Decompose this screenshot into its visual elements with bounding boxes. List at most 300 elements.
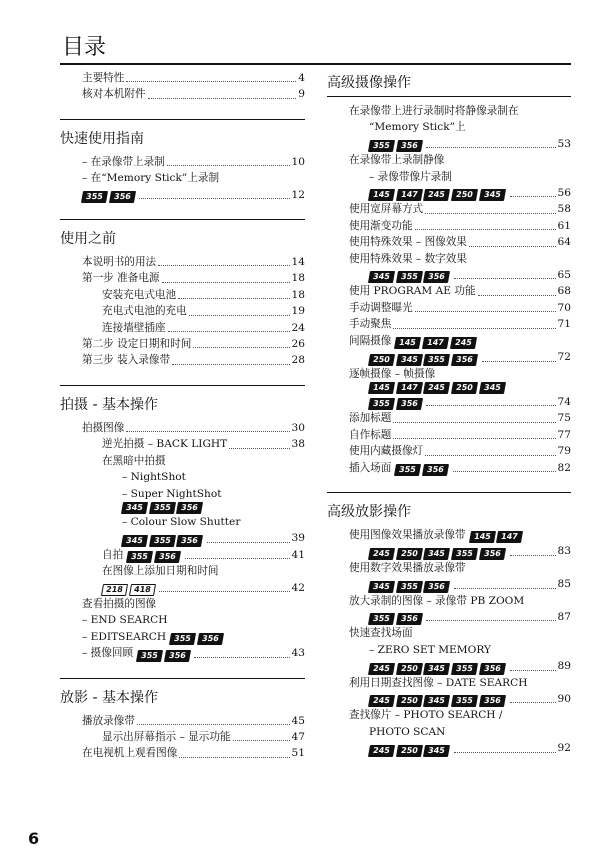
toc-entry[interactable] xyxy=(327,460,571,476)
model-badge: 356 xyxy=(479,548,506,560)
entry-page: 79 xyxy=(557,445,571,458)
entry-page: 12 xyxy=(291,188,305,201)
model-badge: 345 xyxy=(423,663,450,675)
entry-page: 77 xyxy=(557,428,571,441)
model-badge: 245 xyxy=(450,337,477,349)
leader-dots xyxy=(162,282,290,283)
toc-entry xyxy=(327,527,571,543)
model-badge: 147 xyxy=(396,382,423,394)
leader-dots xyxy=(168,331,290,332)
leader-dots xyxy=(179,757,289,758)
entry-page: 19 xyxy=(291,305,305,318)
entry-title: – NightShot xyxy=(122,471,186,484)
toc-entry[interactable] xyxy=(60,70,305,86)
leader-dots xyxy=(393,422,555,423)
leader-dots xyxy=(425,213,555,214)
entry-page: 45 xyxy=(291,714,305,727)
model-badge: 145 xyxy=(368,382,395,394)
section-heading: 拍摄 - 基本操作 xyxy=(60,385,305,414)
model-badge: 245 xyxy=(423,189,450,201)
entry-page: 64 xyxy=(557,236,571,249)
toc-section xyxy=(60,70,305,103)
model-badge: 345 xyxy=(423,695,450,707)
entry-page: 92 xyxy=(557,742,571,755)
model-badge: 218 xyxy=(101,584,128,596)
model-badges xyxy=(127,551,182,563)
model-badge: 355 xyxy=(451,695,478,707)
entry-page: 43 xyxy=(291,647,305,660)
toc-entry[interactable] xyxy=(60,420,305,436)
leader-dots xyxy=(426,405,555,406)
entry-title: 利用日期查找图像 – DATE SEARCH xyxy=(349,676,528,689)
leader-dots xyxy=(185,558,290,559)
model-badge: 345 xyxy=(479,189,506,201)
toc-section xyxy=(60,103,305,203)
toc-entry xyxy=(327,333,571,349)
model-badges xyxy=(369,613,424,625)
model-badge: 355 xyxy=(368,398,395,410)
entry-title: 间隔摄像 xyxy=(349,334,392,347)
model-badges xyxy=(369,354,480,366)
toc-entry[interactable] xyxy=(60,86,305,102)
page-title: 目录 xyxy=(62,35,107,60)
leader-dots xyxy=(453,471,556,472)
leader-dots xyxy=(469,246,556,247)
model-badges xyxy=(369,663,508,675)
toc-entry[interactable] xyxy=(327,443,571,459)
model-badge: 356 xyxy=(479,695,506,707)
toc-entry[interactable] xyxy=(60,187,305,203)
entry-page: 39 xyxy=(291,532,305,545)
entry-title: 使用图像效果播放录像带 xyxy=(349,528,466,541)
model-badges xyxy=(170,633,225,645)
toc-entry xyxy=(327,560,571,576)
toc-entry[interactable] xyxy=(60,436,305,452)
toc-entry xyxy=(327,642,571,658)
toc-entry[interactable] xyxy=(60,580,305,596)
entry-title: 连接墙壁插座 xyxy=(102,321,166,334)
entry-title: “Memory Stick”上 xyxy=(369,121,466,134)
leader-dots xyxy=(415,311,556,312)
model-badge: 345 xyxy=(479,382,506,394)
model-badge: 345 xyxy=(396,354,423,366)
model-badges xyxy=(369,745,452,757)
entry-title: 第三步 装入录像带 xyxy=(82,354,171,367)
entry-title: 逆光拍摄 – BACK LIGHT xyxy=(102,438,228,451)
leader-dots xyxy=(454,278,555,279)
model-badge: 356 xyxy=(423,271,450,283)
toc-entry[interactable] xyxy=(327,283,571,299)
toc-entry xyxy=(60,612,305,628)
entry-title: 使用特殊效果 – 图像效果 xyxy=(349,236,467,249)
toc-section xyxy=(327,476,571,757)
toc-entry[interactable] xyxy=(327,136,571,152)
leader-dots xyxy=(159,591,289,592)
entry-title: 使用特殊效果 – 数字效果 xyxy=(349,252,467,265)
toc-entry[interactable] xyxy=(327,543,571,559)
leader-dots xyxy=(454,588,555,589)
toc-entry[interactable] xyxy=(327,349,571,365)
model-badge: 345 xyxy=(368,271,395,283)
model-badge: 250 xyxy=(451,189,478,201)
model-badge: 356 xyxy=(176,502,203,514)
model-badge: 355 xyxy=(81,191,108,203)
toc-entry[interactable] xyxy=(327,427,571,443)
model-badge: 250 xyxy=(396,745,423,757)
model-badge: 356 xyxy=(422,464,449,476)
entry-title: 自作标题 xyxy=(349,428,392,441)
toc-entry[interactable] xyxy=(327,234,571,250)
model-badges xyxy=(395,464,450,476)
entry-title: – EDITSEARCH xyxy=(82,630,167,643)
model-badges xyxy=(369,271,452,283)
section-heading: 放影 - 基本操作 xyxy=(60,678,305,707)
leader-dots xyxy=(126,431,289,432)
model-badges xyxy=(82,191,137,203)
leader-dots xyxy=(207,542,289,543)
model-badge: 355 xyxy=(423,354,450,366)
model-badges xyxy=(369,581,452,593)
leader-dots xyxy=(510,702,556,703)
entry-title: – 录像带像片录制 xyxy=(369,170,452,183)
leader-dots xyxy=(510,196,556,197)
leader-dots xyxy=(189,315,290,316)
model-badge: 245 xyxy=(368,695,395,707)
model-badge: 355 xyxy=(149,535,176,547)
model-badges xyxy=(102,584,157,596)
toc-entry xyxy=(327,366,571,382)
toc-section xyxy=(327,72,571,476)
model-badge: 145 xyxy=(368,189,395,201)
model-badge: 355 xyxy=(368,613,395,625)
model-badge: 356 xyxy=(164,650,191,662)
entry-page: 82 xyxy=(557,461,571,474)
toc-entry[interactable] xyxy=(60,530,305,546)
entry-title: PHOTO SCAN xyxy=(369,725,446,738)
model-badges xyxy=(369,140,424,152)
model-badge: 356 xyxy=(396,398,423,410)
model-badges xyxy=(369,548,508,560)
entry-page: 70 xyxy=(557,301,571,314)
toc-entry xyxy=(60,486,305,502)
model-badge: 356 xyxy=(154,551,181,563)
leader-dots xyxy=(510,555,556,556)
page-number: 6 xyxy=(28,829,40,848)
leader-dots xyxy=(178,298,289,299)
entry-page: 61 xyxy=(557,219,571,232)
model-badges xyxy=(122,502,205,514)
entry-title: 使用内藏摄像灯 xyxy=(349,445,424,458)
toc-entry xyxy=(60,170,305,186)
toc-entry xyxy=(60,453,305,469)
entry-title: – Super NightShot xyxy=(122,487,222,500)
toc-entry[interactable] xyxy=(327,691,571,707)
toc-section xyxy=(60,369,305,662)
entry-title: 在电视机上观看图像 xyxy=(82,747,178,760)
leader-dots xyxy=(158,265,289,266)
model-badges xyxy=(470,531,525,543)
entry-title: – 摄像回顾 xyxy=(82,647,134,660)
section-heading: 高级摄像操作 xyxy=(327,72,571,97)
toc-entry xyxy=(327,119,571,135)
model-badge: 245 xyxy=(423,382,450,394)
model-badge: 250 xyxy=(396,548,423,560)
leader-dots xyxy=(393,438,555,439)
model-badge: 147 xyxy=(422,337,449,349)
toc-entry[interactable] xyxy=(327,218,571,234)
toc-entry[interactable] xyxy=(60,745,305,761)
entry-title: 拍摄图像 xyxy=(82,421,125,434)
leader-dots xyxy=(167,165,290,166)
toc-entry[interactable] xyxy=(60,713,305,729)
model-badge: 245 xyxy=(368,548,395,560)
leader-dots xyxy=(425,455,555,456)
model-badge: 355 xyxy=(136,650,163,662)
toc-entry xyxy=(327,724,571,740)
model-badge: 345 xyxy=(423,548,450,560)
model-badge: 355 xyxy=(396,271,423,283)
toc-entry xyxy=(327,169,571,185)
leader-dots xyxy=(126,81,296,82)
model-badge: 145 xyxy=(394,337,421,349)
entry-title: 使用宽屏幕方式 xyxy=(349,203,424,216)
model-badge: 356 xyxy=(396,613,423,625)
entry-page: 26 xyxy=(291,338,305,351)
model-badge: 355 xyxy=(451,663,478,675)
entry-title: 充电式电池的充电 xyxy=(102,305,187,318)
leader-dots xyxy=(148,98,297,99)
toc-entry xyxy=(327,251,571,267)
model-badge: 250 xyxy=(396,663,423,675)
toc-entry xyxy=(327,593,571,609)
entry-title: 查看拍摄的图像 xyxy=(82,597,157,610)
entry-page: 51 xyxy=(291,747,305,760)
entry-title: 在录像带上进行录制时将静像录制在 xyxy=(349,105,519,117)
entry-page: 14 xyxy=(291,256,305,269)
entry-title: 快速查找场面 xyxy=(349,627,413,640)
toc-entry[interactable] xyxy=(60,547,305,563)
model-badge: 356 xyxy=(396,140,423,152)
toc-entry xyxy=(60,469,305,485)
model-badge: 355 xyxy=(394,464,421,476)
entry-title: 使用 PROGRAM AE 功能 xyxy=(349,285,476,298)
entry-page: 68 xyxy=(557,285,571,298)
entry-title: 放大录制的图像 – 录像带 PB ZOOM xyxy=(349,594,525,607)
toc-entry[interactable] xyxy=(327,740,571,756)
model-badge: 356 xyxy=(197,633,224,645)
entry-title: 手动调整曝光 xyxy=(349,301,413,314)
entry-title: 查找像片 – PHOTO SEARCH / xyxy=(349,709,503,722)
toc-entry xyxy=(327,707,571,723)
model-badge: 355 xyxy=(368,140,395,152)
model-badge: 356 xyxy=(479,663,506,675)
model-badge: 145 xyxy=(468,531,495,543)
model-badges xyxy=(369,695,508,707)
toc-entry[interactable] xyxy=(327,658,571,674)
toc-section xyxy=(60,662,305,762)
model-badge: 356 xyxy=(451,354,478,366)
entry-page: 18 xyxy=(291,272,305,285)
entry-page: 38 xyxy=(291,438,305,451)
model-badge: 356 xyxy=(109,191,136,203)
toc-entry[interactable] xyxy=(327,267,571,283)
entry-page: 10 xyxy=(291,155,305,168)
model-badge: 355 xyxy=(396,581,423,593)
leader-dots xyxy=(415,229,556,230)
leader-dots xyxy=(172,364,289,365)
entry-page: 85 xyxy=(557,578,571,591)
toc-entry[interactable] xyxy=(60,270,305,286)
entry-title: 使用渐变功能 xyxy=(349,219,413,232)
leader-dots xyxy=(139,198,289,199)
toc-entry xyxy=(327,675,571,691)
model-badge: 250 xyxy=(396,695,423,707)
toc-section xyxy=(60,203,305,369)
model-badge: 355 xyxy=(149,502,176,514)
entry-title: 显示出屏幕指示 – 显示功能 xyxy=(102,730,231,743)
toc-entry[interactable] xyxy=(60,352,305,368)
toc-entry[interactable] xyxy=(327,410,571,426)
entry-title: 添加标题 xyxy=(349,412,392,425)
toc-entry[interactable] xyxy=(60,303,305,319)
leader-dots xyxy=(426,620,555,621)
entry-title: 本说明书的用法 xyxy=(82,256,157,269)
model-badges xyxy=(122,535,205,547)
model-badge: 345 xyxy=(121,535,148,547)
entry-page: 4 xyxy=(298,72,305,84)
model-badge: 355 xyxy=(169,633,196,645)
model-badges xyxy=(369,398,424,410)
entry-title: 播放录像带 xyxy=(82,714,135,727)
entry-title: 在图像上添加日期和时间 xyxy=(102,565,219,578)
toc-entry xyxy=(327,625,571,641)
entry-title: 第二步 设定日期和时间 xyxy=(82,338,192,351)
toc-entry[interactable] xyxy=(327,394,571,410)
toc-entry xyxy=(60,629,305,645)
entry-page: 83 xyxy=(557,545,571,558)
entry-page: 90 xyxy=(557,693,571,705)
leader-dots xyxy=(482,361,556,362)
entry-page: 24 xyxy=(291,321,305,334)
leader-dots xyxy=(393,328,555,329)
model-badge: 355 xyxy=(451,548,478,560)
model-badge: 356 xyxy=(176,535,203,547)
leader-dots xyxy=(229,448,289,449)
entry-title: 插入场面 xyxy=(349,461,392,474)
leader-dots xyxy=(510,670,556,671)
model-badge: 147 xyxy=(496,531,523,543)
entry-page: 42 xyxy=(291,581,305,594)
entry-title: 逐帧摄像 – 帧摄像 xyxy=(349,367,436,380)
leader-dots xyxy=(233,740,290,741)
entry-title: 在录像带上录制静像 xyxy=(349,154,445,167)
section-heading: 快速使用指南 xyxy=(60,119,305,148)
model-badges xyxy=(369,189,508,201)
toc-right-column xyxy=(327,70,571,757)
entry-page: 65 xyxy=(557,269,571,282)
entry-title: 自拍 xyxy=(102,548,124,561)
entry-page: 87 xyxy=(557,610,571,623)
entry-page: 56 xyxy=(557,187,571,200)
entry-page: 72 xyxy=(557,351,571,364)
toc-entry xyxy=(60,563,305,579)
toc-entry[interactable] xyxy=(60,254,305,270)
entry-page: 75 xyxy=(557,412,571,425)
toc-entry[interactable] xyxy=(327,300,571,316)
toc-entry[interactable] xyxy=(327,576,571,592)
model-badges xyxy=(137,650,192,662)
model-badge: 418 xyxy=(129,584,156,596)
toc-entry[interactable] xyxy=(327,185,571,201)
section-heading: 使用之前 xyxy=(60,219,305,248)
leader-dots xyxy=(194,657,289,658)
leader-dots xyxy=(426,147,555,148)
entry-page: 18 xyxy=(291,288,305,301)
toc-entry[interactable] xyxy=(60,336,305,352)
entry-title: 核对本机附件 xyxy=(82,88,146,101)
entry-title: 第一步 准备电源 xyxy=(82,272,160,285)
toc-left-column xyxy=(60,70,305,762)
entry-page: 53 xyxy=(557,137,571,150)
leader-dots xyxy=(193,347,289,348)
toc-entry xyxy=(327,382,571,394)
entry-page: 89 xyxy=(557,660,571,673)
toc-entry[interactable] xyxy=(327,316,571,332)
entry-page: 47 xyxy=(291,730,305,743)
toc-entry[interactable] xyxy=(60,154,305,170)
model-badge: 250 xyxy=(451,382,478,394)
entry-title: – 在“Memory Stick”上录制 xyxy=(82,172,220,185)
entry-page: 9 xyxy=(298,88,305,101)
toc-entry xyxy=(327,103,571,119)
model-badge: 356 xyxy=(423,581,450,593)
model-badge: 245 xyxy=(368,745,395,757)
model-badge: 245 xyxy=(368,663,395,675)
toc-entry xyxy=(60,596,305,612)
toc-entry[interactable] xyxy=(60,645,305,661)
section-heading: 高级放影操作 xyxy=(327,492,571,521)
model-badge: 250 xyxy=(368,354,395,366)
toc-entry[interactable] xyxy=(60,287,305,303)
entry-page: 41 xyxy=(291,548,305,561)
toc-entry[interactable] xyxy=(327,201,571,217)
toc-entry xyxy=(60,514,305,530)
entry-title: 安装充电式电池 xyxy=(102,288,177,301)
entry-page: 28 xyxy=(291,354,305,367)
leader-dots xyxy=(137,724,290,725)
entry-title: – END SEARCH xyxy=(82,614,168,627)
model-badge: 355 xyxy=(126,551,153,563)
entry-title: 手动聚焦 xyxy=(349,318,392,331)
entry-title: – ZERO SET MEMORY xyxy=(369,643,491,656)
entry-page: 30 xyxy=(291,421,305,434)
leader-dots xyxy=(454,752,555,753)
entry-title: 使用数字效果播放录像带 xyxy=(349,561,466,574)
entry-page: 58 xyxy=(557,203,571,216)
entry-title: – Colour Slow Shutter xyxy=(122,515,241,528)
entry-page: 74 xyxy=(557,395,571,408)
leader-dots xyxy=(478,295,556,296)
toc-entry[interactable] xyxy=(60,729,305,745)
toc-entry[interactable] xyxy=(327,609,571,625)
entry-title: 在黑暗中拍摄 xyxy=(102,454,166,467)
model-badge: 345 xyxy=(368,581,395,593)
toc-entry xyxy=(60,502,305,514)
toc-entry[interactable] xyxy=(60,320,305,336)
entry-title: 主要特性 xyxy=(82,72,125,84)
entry-page: 71 xyxy=(557,318,571,331)
model-badges xyxy=(395,337,478,349)
